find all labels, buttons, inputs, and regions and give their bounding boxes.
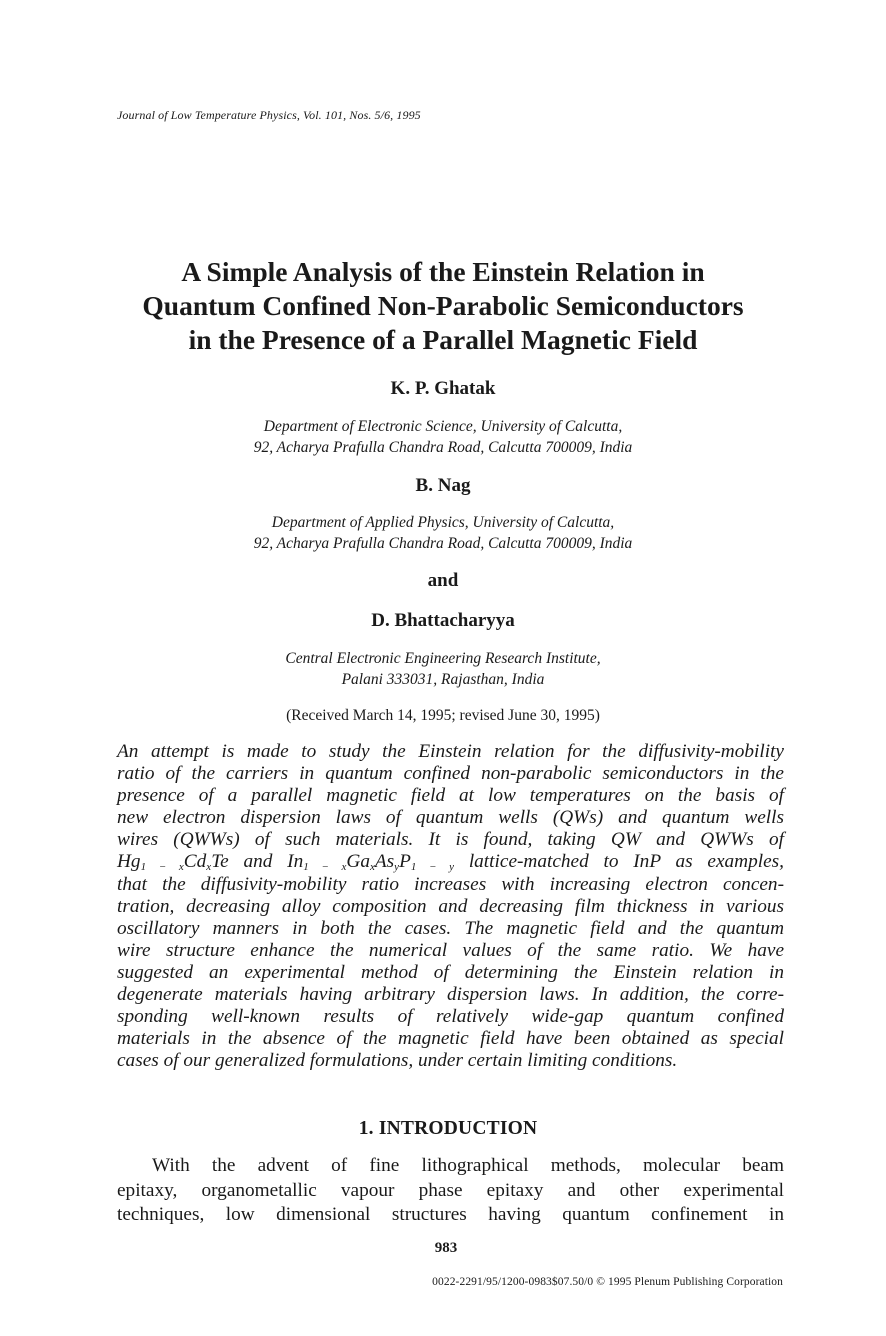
affiliation-line: Department of Applied Physics, University of Calcutta, [271,514,615,531]
title-line: A Simple Analysis of the Einstein Relation in [181,256,705,287]
abstract-line: sponding well-known results of relatively wide-gap quantum confined [117,1006,784,1028]
formula-tail: lattice-matched to InP as examples, [468,851,784,873]
abstract-line: materials in the absence of the magnetic field have been obtained as special [117,1028,784,1050]
author-affiliation [0,416,886,458]
abstract-line: that the diffusivity-mobility ratio increases with increasing electron concen- [117,873,784,895]
abstract-line: wire structure enhance the numerical values of the same ratio. We have [117,939,784,961]
formula-subscript: 1 − x [140,861,184,874]
abstract [117,741,784,1072]
abstract-line: presence of a parallel magnetic field at low temperatures on the basis of [117,785,784,807]
abstract-line: cases of our generalized formulations, under certain limiting conditions. [117,1050,678,1072]
affiliation-line: Department of Electronic Science, University of Calcutta, [263,418,623,435]
formula-subscript: y [394,861,400,874]
affiliation-line: Palani 333031, Rajasthan, India [341,671,545,688]
abstract-line: tration, decreasing alloy composition and decreasing film thickness in various [117,895,784,917]
abstract-line: ratio of the carriers in quantum confined non-parabolic semiconductors in the [117,763,784,785]
and-separator: and [427,570,459,591]
copyright-notice: 0022-2291/95/1200-0983$07.50/0 © 1995 Plenum Publishing Corporation [432,1276,783,1288]
journal-citation: Journal of Low Temperature Physics, Vol. 101, Nos. 5/6, 1995 [117,108,421,122]
affiliation-line: Central Electronic Engineering Research Institute, [285,650,601,667]
author-name: K. P. Ghatak [390,378,496,399]
title-line: in the Presence of a Parallel Magnetic Field [188,324,698,355]
formula-cd: Cd [183,851,207,873]
formula-te-and-in: Te and In [211,851,304,873]
affiliation-line: 92, Acharya Prafulla Chandra Road, Calcutta 700009, India [253,535,633,552]
received-dates: (Received March 14, 1995; revised June 30, 1995) [286,707,600,724]
abstract-formula-line [117,851,784,873]
title-line: Quantum Confined Non-Parabolic Semiconductors [142,290,744,321]
author-affiliation [0,512,886,554]
paragraph-line: techniques, low dimensional structures having quantum confinement in [117,1204,784,1226]
formula-as: As [374,851,395,873]
abstract-line: An attempt is made to study the Einstein relation for the diffusivity-mobility [117,741,784,762]
abstract-line: wires (QWWs) of such materials. It is found, taking QW and QWWs of [117,829,784,851]
formula-subscript: x [370,861,375,874]
paper-title [60,255,826,357]
abstract-line: suggested an experimental method of determining the Einstein relation in [117,961,784,983]
section-heading: 1. INTRODUCTION [358,1118,538,1139]
paragraph-line: With the advent of fine lithographical methods, molecular beam [152,1155,784,1176]
formula-subscript: 1 − y [410,861,455,874]
abstract-line: degenerate materials having arbitrary dispersion laws. In addition, the corre- [117,984,784,1006]
formula-subscript: x [206,861,212,874]
introduction-text [117,1154,784,1228]
author-name: D. Bhattacharyya [371,610,515,631]
formula-subscript: 1 − x [303,861,347,874]
paragraph-line: epitaxy, organometallic vapour phase epitaxy and other experimental [117,1179,784,1201]
affiliation-line: 92, Acharya Prafulla Chandra Road, Calcutta 700009, India [253,439,633,456]
formula-ga: Ga [346,851,370,873]
author-affiliation [0,648,886,690]
formula-hg: Hg [117,851,141,873]
author-name: B. Nag [415,475,471,496]
abstract-line: new electron dispersion laws of quantum wells (QWs) and quantum wells [117,807,784,829]
page-number: 983 [434,1240,458,1256]
formula-p: P [399,851,411,873]
abstract-line: oscillatory manners in both the cases. The magnetic field and the quantum [117,917,784,939]
